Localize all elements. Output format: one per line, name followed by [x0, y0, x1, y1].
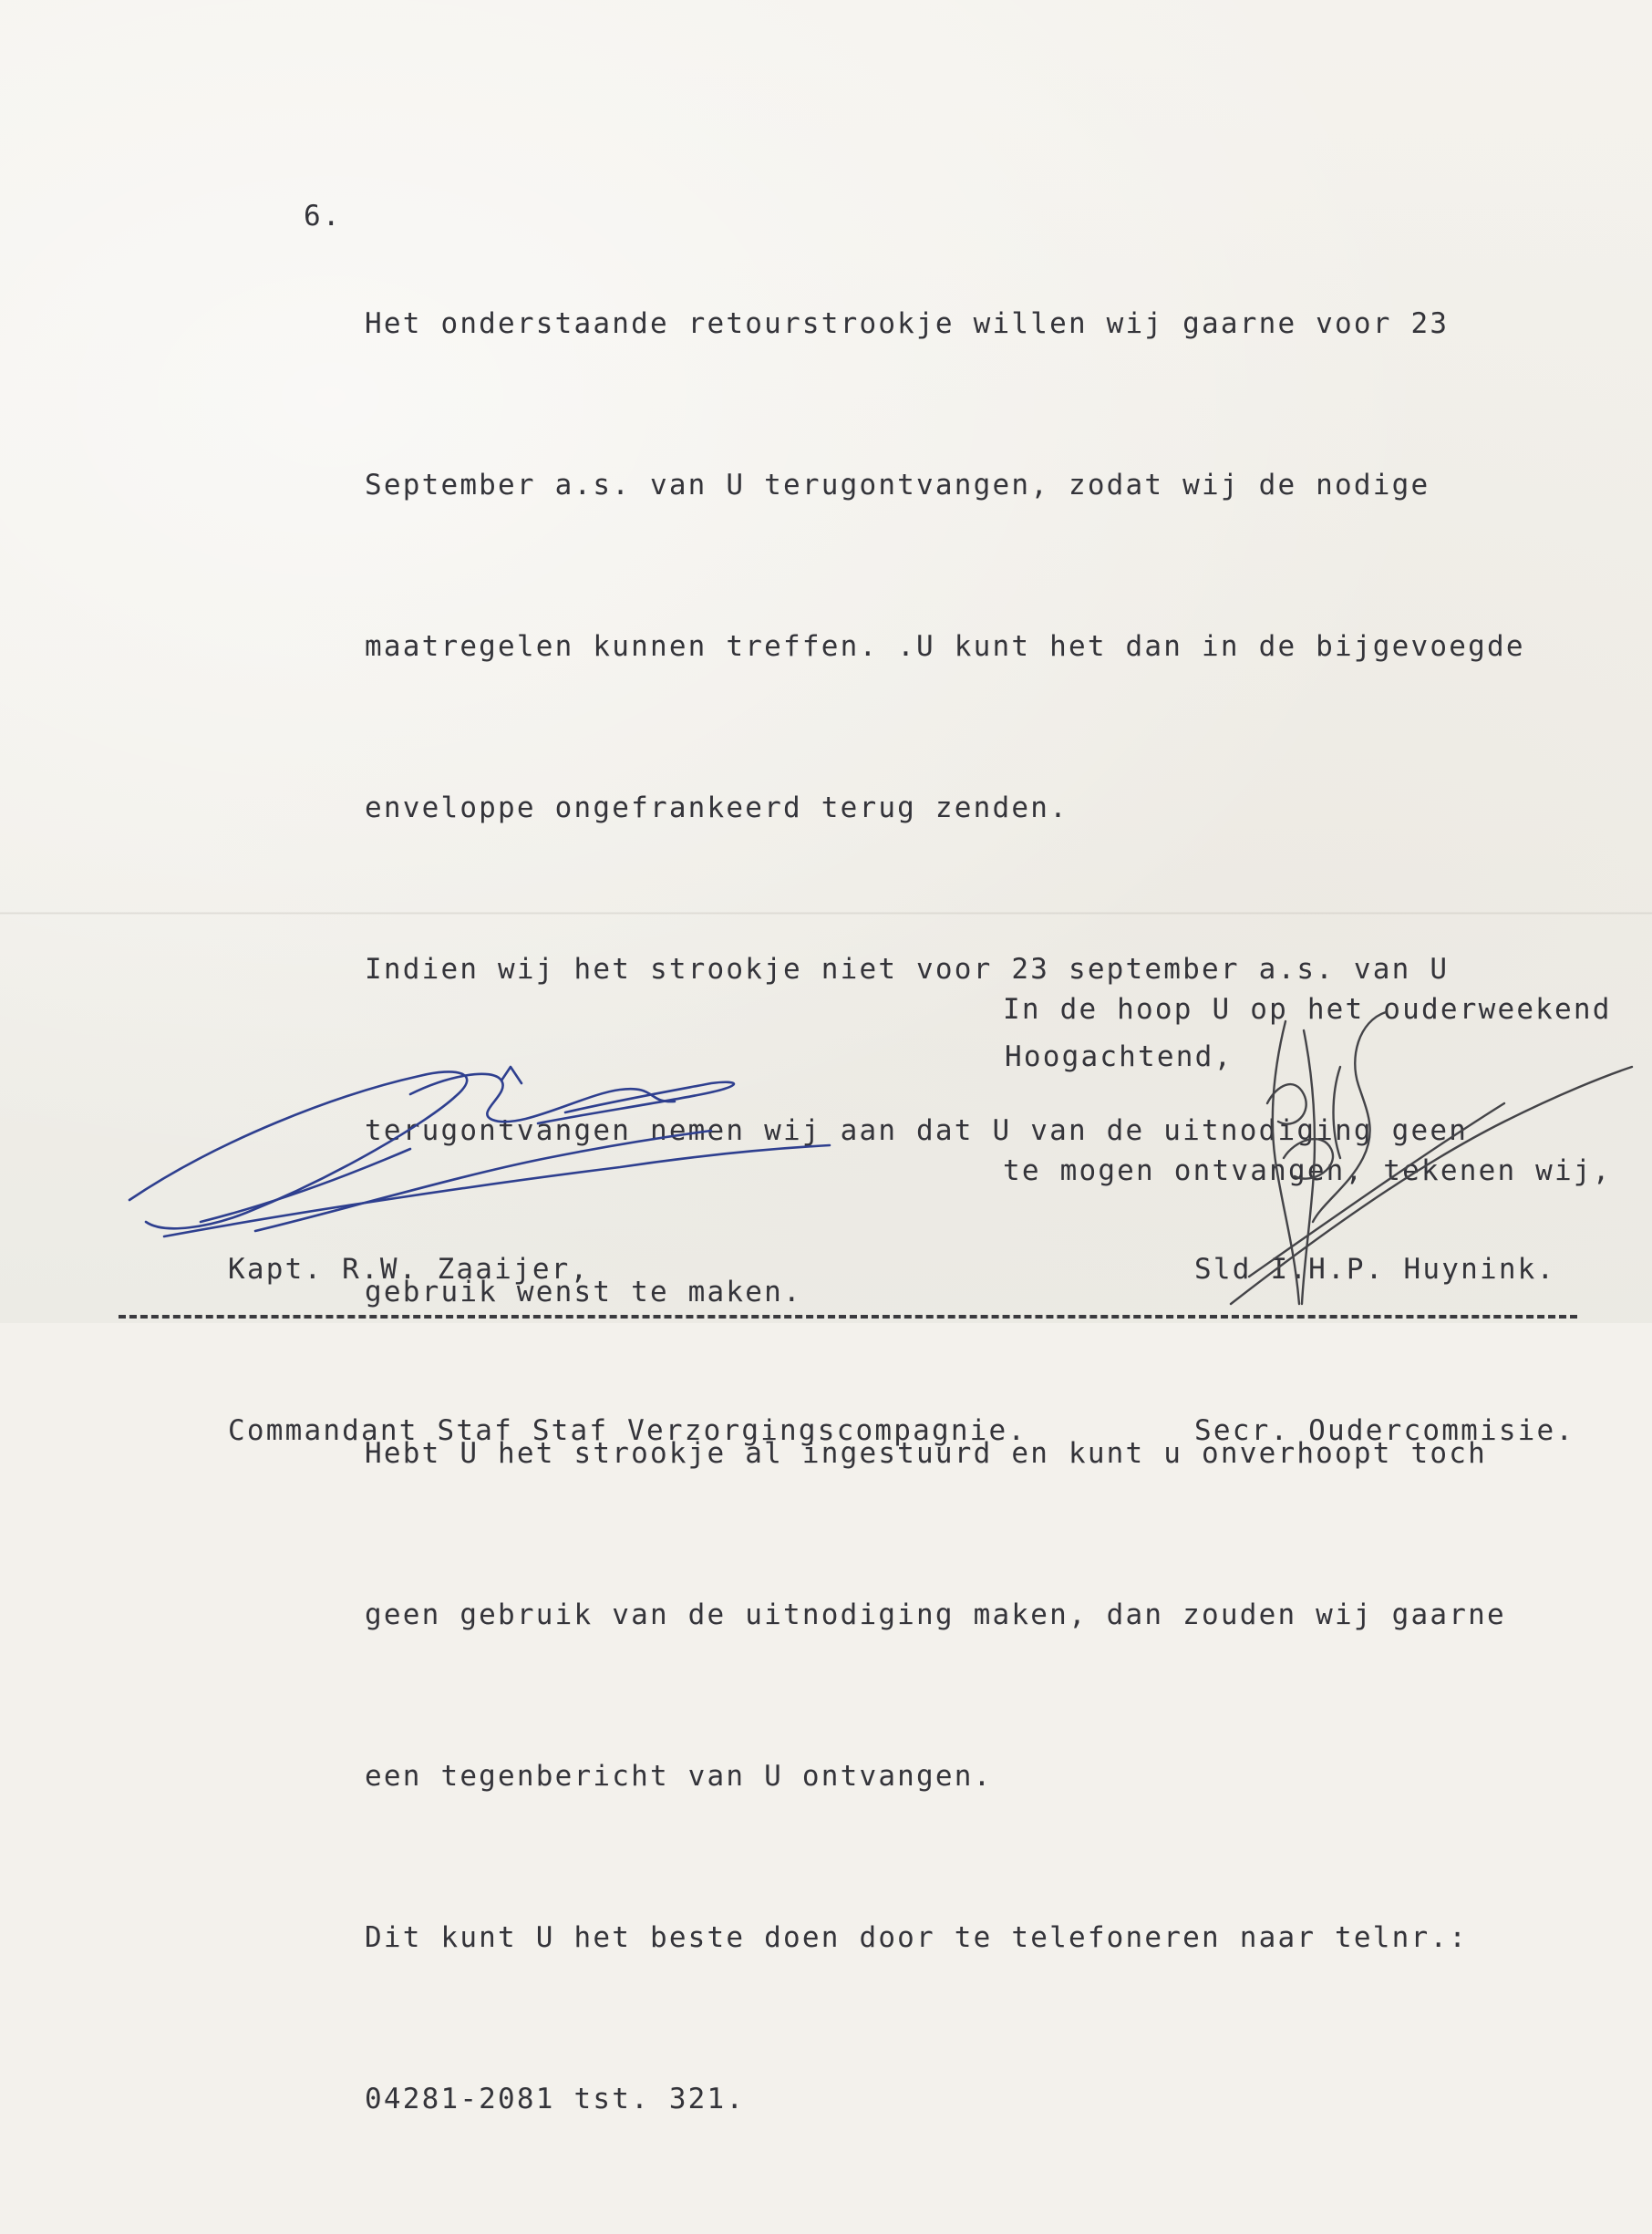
body-line: Het onderstaande retourstrookje willen wij gaarne voor 23 — [365, 307, 1450, 340]
left-handwritten-signature — [109, 1039, 857, 1249]
body-line: maatregelen kunnen treffen. .U kunt het dan in de bijgevoegde — [365, 630, 1525, 663]
signatory-right-title: Secr. Oudercommisie. — [1194, 1414, 1575, 1447]
right-handwritten-signature — [1176, 1003, 1650, 1331]
signatory-right-name: Sld I.H.P. Huynink. — [1194, 1253, 1556, 1286]
body-line: geen gebruik van de uitnodiging maken, dan zouden wij gaarne — [365, 1598, 1506, 1631]
signatory-left-title: Commandant Staf Staf Verzorgingscompagnie. — [228, 1414, 1027, 1447]
body-line: September a.s. van U terugontvangen, zodat wij de nodige — [365, 469, 1430, 502]
closing-line: te mogen ontvangen, tekenen wij, — [1003, 1154, 1612, 1187]
body-line: enveloppe ongefrankeerd terug zenden. — [365, 791, 1069, 824]
body-line: Dit kunt U het beste doen door te telefoneren naar telnr.: — [365, 1921, 1469, 1954]
signatory-left-name: Kapt. R.W. Zaaijer, — [228, 1253, 590, 1286]
body-line: 04281-2081 tst. 321. — [365, 2083, 746, 2115]
greeting: Hoogachtend, — [1005, 1040, 1234, 1073]
body-line: terugontvangen nemen wij aan dat U van de uitnodiging geen — [365, 1114, 1469, 1147]
body-line: gebruik wenst te maken. — [365, 1276, 802, 1308]
closing-line: In de hoop U op het ouderweekend — [1003, 993, 1612, 1026]
body-line: Indien wij het strookje niet voor 23 september a.s. van U — [365, 953, 1450, 986]
item-number: 6. — [304, 200, 342, 233]
body-line: Hebt U het strookje al ingestuurd en kunt u onverhoopt toch — [365, 1437, 1487, 1470]
body-line: een tegenbericht van U ontvangen. — [365, 1760, 993, 1793]
cut-line-separator — [119, 1315, 1577, 1319]
